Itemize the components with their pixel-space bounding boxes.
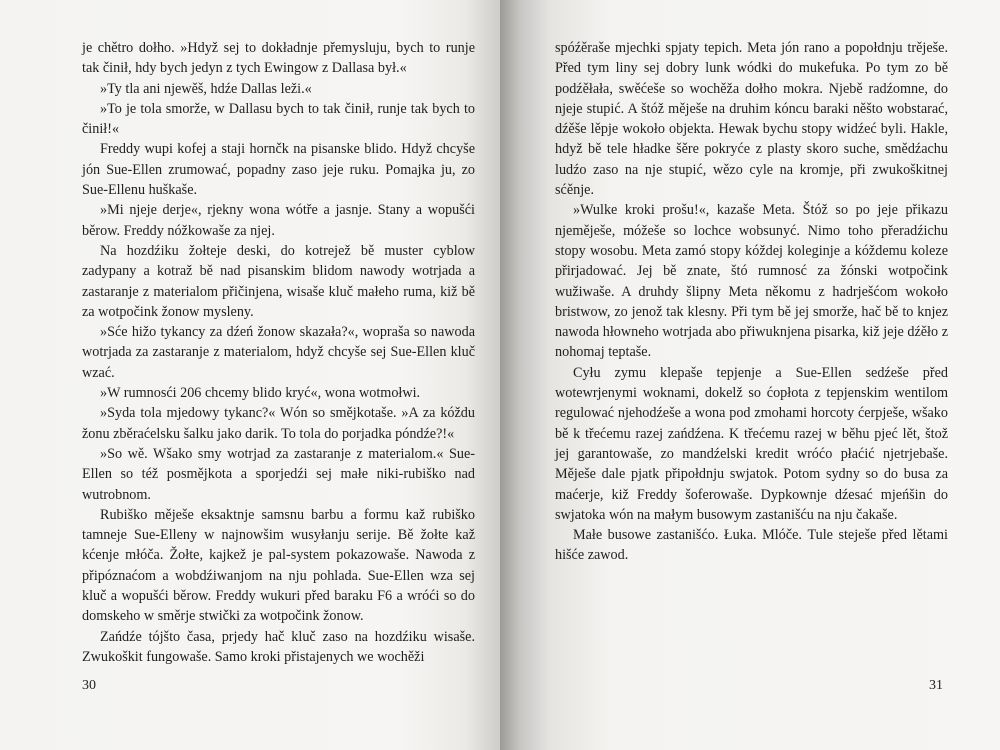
paragraph: Na hozdźiku žołteje deski, do kotrejež bě muster cyblow zadypany a kotraž bě nad pisanskim blidom nawody wotrjada a zastaranje z materialom přičinjena, wisaše kluč małeho ruma, kiž bě za wotpočink žonow mysleny. bbox=[82, 242, 475, 320]
page-number: 31 bbox=[929, 678, 943, 693]
paragraph: Freddy wupi kofej a staji hornčk na pisanske blido. Hdyž chcyše jón Sue-Ellen zrumować, popadny zaso jeje ruku. Pomajka ju, zo Sue-Ellenu huškaše. bbox=[82, 141, 475, 199]
paragraph: »Mi njeje derje«, rjekny wona wótře a jasnje. Stany a wopušći běrow. Freddy nóžkowaše za njej. bbox=[82, 202, 475, 239]
paragraph: »Ty tla ani njewěš, hdźe Dallas leži.« bbox=[100, 80, 312, 97]
paragraph: Cyłu zymu klepaše tepjenje a Sue-Ellen sedźeše před wotewrjenymi woknami, dokelž so ćopłota z tepjenskim wentilom regulować njehodźeše a wona pod zmohami horcoty ćerpješe, wšako bě k třećemu razej zańdźena. K třećemu razej w běhu pjeć lět, štož jej garantowaše, zo mandźelski kredit wróćo płaćić njetrjebaše. Měješe dale pjatk připołdnju swjatok. Potom sydny so do busa za maćerje, kiž Freddy šoferowaše. Dypkownje dźesać mjeńšin do swjatoka wón na małym busowym zastanišću na nju čakaše. bbox=[555, 364, 948, 523]
paragraph: »Syda tola mjedowy tykanc?« Wón so směјkotaše. »A za kóždu žonu zběraćelsku šalku jako darik. To tola do porjadka póndźe?!« bbox=[82, 405, 475, 442]
page-number: 30 bbox=[82, 678, 96, 693]
paragraph: »So wě. Wšako smy wotrjad za zastaranje z materialom.« Sue-Ellen so též posmějkota a sporjedźi sej małe niki-rubiško nad wutrobnom. bbox=[82, 445, 475, 503]
right-page bbox=[500, 0, 1000, 750]
paragraph: »Wulke kroki prošu!«, kazaše Meta. Štóž so po jeje přikazu njeměješe, móžeše so lochce wobsunyć. Nimo toho přeradźichu stopy wosobu. Meta zamó stopy kóždej koleginje a kóždemu koleze přirjadować. Jej bě znate, štó rumnosć za žónski wotpočink wužiwaše. A druhdy šlipny Meta někomu z hadrješćom wokoło bristwow, zo jenož tak klesny. Při tym bě jej smorže, hač bě to knjez nawoda hłowneho wotrjada abo přiwuknjena pisarka, kiž jeje dźěło z nohomaj teptaše. bbox=[555, 202, 948, 361]
right-page-text bbox=[555, 38, 948, 566]
paragraph: »W rumnosći 206 chcemy blido kryć«, wona wotmołwi. bbox=[100, 385, 421, 402]
paragraph: »Sće hižo tykancy za dźeń žonow skazała?«, wopraša so nawoda wotrjada za zastaranje z materialom, hdyž chcyše sej Sue-Ellen kluč wzać. bbox=[82, 324, 475, 381]
paragraph: spóźěraše mjechki spjaty tepich. Meta jón rano a popołdnju trěješe. Před tym liny sej dobry lunk wódki do mukefuka. Po tym zo bě podźěłała, swěćeše so wochěža dołho mokra. Njebě radźomne, do njeje stupić. A štóž měješe na druhim kóncu baraki něšto wobstarać, dźěše lěpje wokoło objekta. Hewak bychu stopy widźeć byli. Hakle, hdyž bě tele hładke šěre pokryće z plasty skoro suche, smědźachu ludźo zaso na nje stupić, wězo cyle na kromje, při zwukoškitnej sćěnje. bbox=[555, 40, 948, 199]
paragraph: Zańdźe tójšto časa, prjedy hač kluč zaso na hozdźiku wisaše. Zwukoškit fungowaše. Samo kroki přistajenych we wochěži bbox=[82, 628, 475, 665]
paragraph: je chětro dołho. »Hdyž sej to dokładnje přemysluju, bych to runje tak činił, hdy bych jedyn z tych Ewingow z Dallasa był.« bbox=[82, 40, 475, 77]
left-page-text bbox=[82, 38, 475, 667]
paragraph: Rubiško měješe eksaktnje samsnu barbu a formu kaž rubiško tamneje Sue-Elleny w najnowšim wusyłanju serije. Bě žołte kaž kćenje młóča. Žołte, kajkež je pal-system pokazowaše. Nawoda z připóznaćom a wobdźiwanjom na nju pohlada. Sue-Ellen wza sej kluč a wopušći běrow. Freddy wukuri před baraku F6 a wróći so do domskeho w směrje stwički za wotpočink žonow. bbox=[82, 506, 475, 625]
paragraph: »To je tola smorže, w Dallasu bych to tak činił, runje tak bych to činił!« bbox=[82, 100, 475, 138]
paragraph: Małe busowe zastanišćo. Łuka. Mlóčе. Tule steješe před lětami hišće zawod. bbox=[555, 527, 948, 564]
